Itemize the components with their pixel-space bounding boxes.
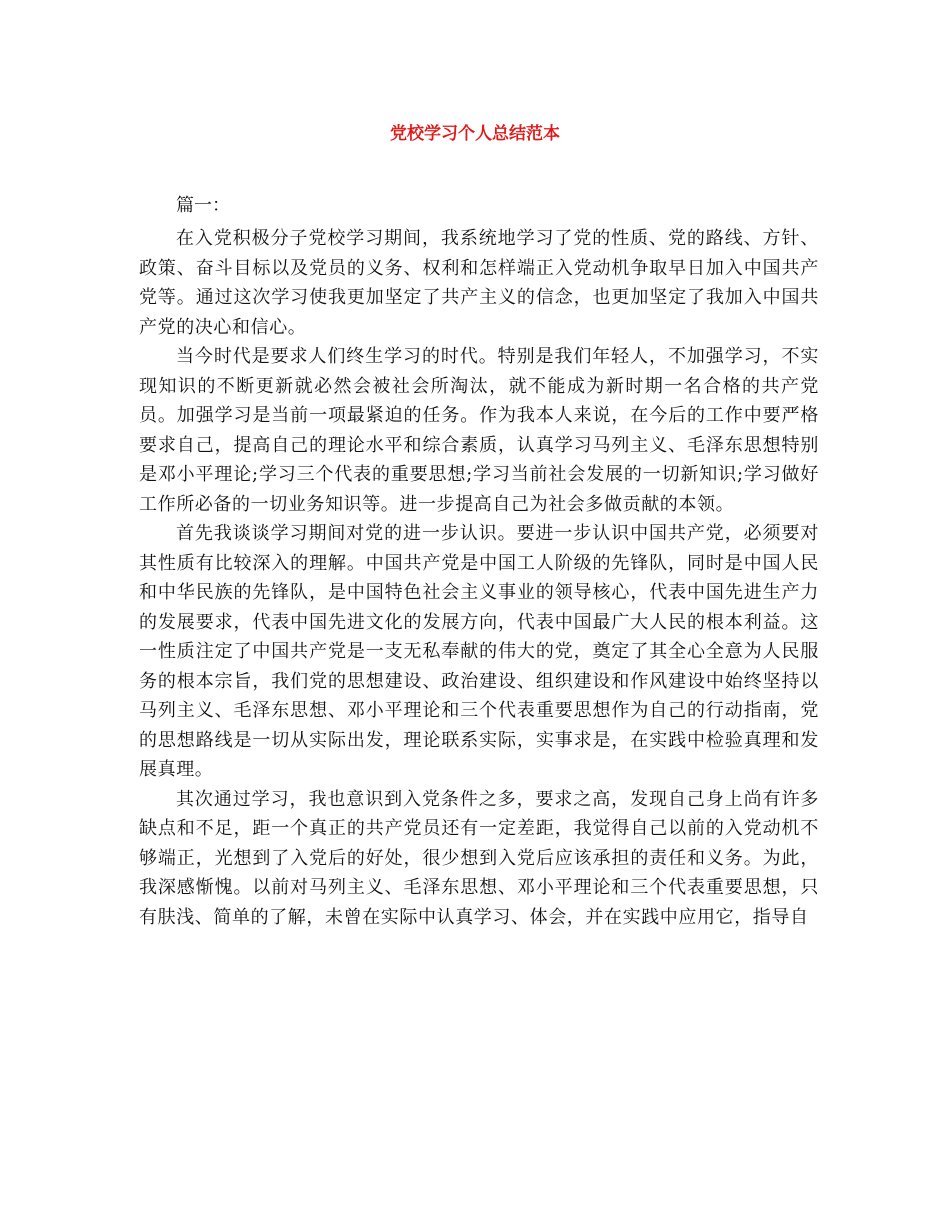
paragraph-2: 当今时代是要求人们终生学习的时代。特别是我们年轻人，不加强学习，不实现知识的不断更新就必然会被社会所淘汰，就不能成为新时期一名合格的共产党员。加强学习是当前一项最紧迫的任务。作为我本人来说，在今后的工作中要严格要求自己，提高自己的理论水平和综合素质，认真学习马列主义、毛泽东思想特别是邓小平理论;学习三个代表的重要思想;学习当前社会发展的一切新知识;学习做好工作所必备的一切业务知识等。进一步提高自己为社会多做贡献的本领。 <box>139 346 819 515</box>
document-body <box>139 224 819 932</box>
paragraph-4: 其次通过学习，我也意识到入党条件之多，要求之高，发现自己身上尚有许多缺点和不足，距一个真正的共产党员还有一定差距，我觉得自己以前的入党动机不够端正，光想到了入党后的好处，很少想到入党后应该承担的责任和义务。为此，我深感惭愧。以前对马列主义、毛泽东思想、邓小平理论和三个代表重要思想，只有肤浅、简单的了解，未曾在实际中认真学习、体会，并在实践中应用它，指导自 <box>139 788 819 928</box>
paragraph-3: 首先我谈谈学习期间对党的进一步认识。要进一步认识中国共产党，必须要对其性质有比较深入的理解。中国共产党是中国工人阶级的先锋队，同时是中国人民和中华民族的先锋队，是中国特色社会主义事业的领导核心，代表中国先进生产力的发展要求，代表中国先进文化的发展方向，代表中国最广大人民的根本利益。这一性质注定了中国共产党是一支无私奉献的伟大的党，奠定了其全心全意为人民服务的根本宗旨，我们党的思想建设、政治建设、组织建设和作风建设中始终坚持以马列主义、毛泽东思想、邓小平理论和三个代表重要思想作为自己的行动指南，党的思想路线是一切从实际出发，理论联系实际，实事求是，在实践中检验真理和发展真理。 <box>139 523 819 780</box>
document-title: 党校学习个人总结范本 <box>390 124 560 144</box>
paragraph-1: 在入党积极分子党校学习期间，我系统地学习了党的性质、党的路线、方针、政策、奋斗目标以及党员的义务、权利和怎样端正入党动机争取早日加入中国共产党等。通过这次学习使我更加坚定了共产主义的信念，也更加坚定了我加入中国共产党的决心和信心。 <box>139 228 819 338</box>
section-label: 篇一： <box>176 195 230 216</box>
